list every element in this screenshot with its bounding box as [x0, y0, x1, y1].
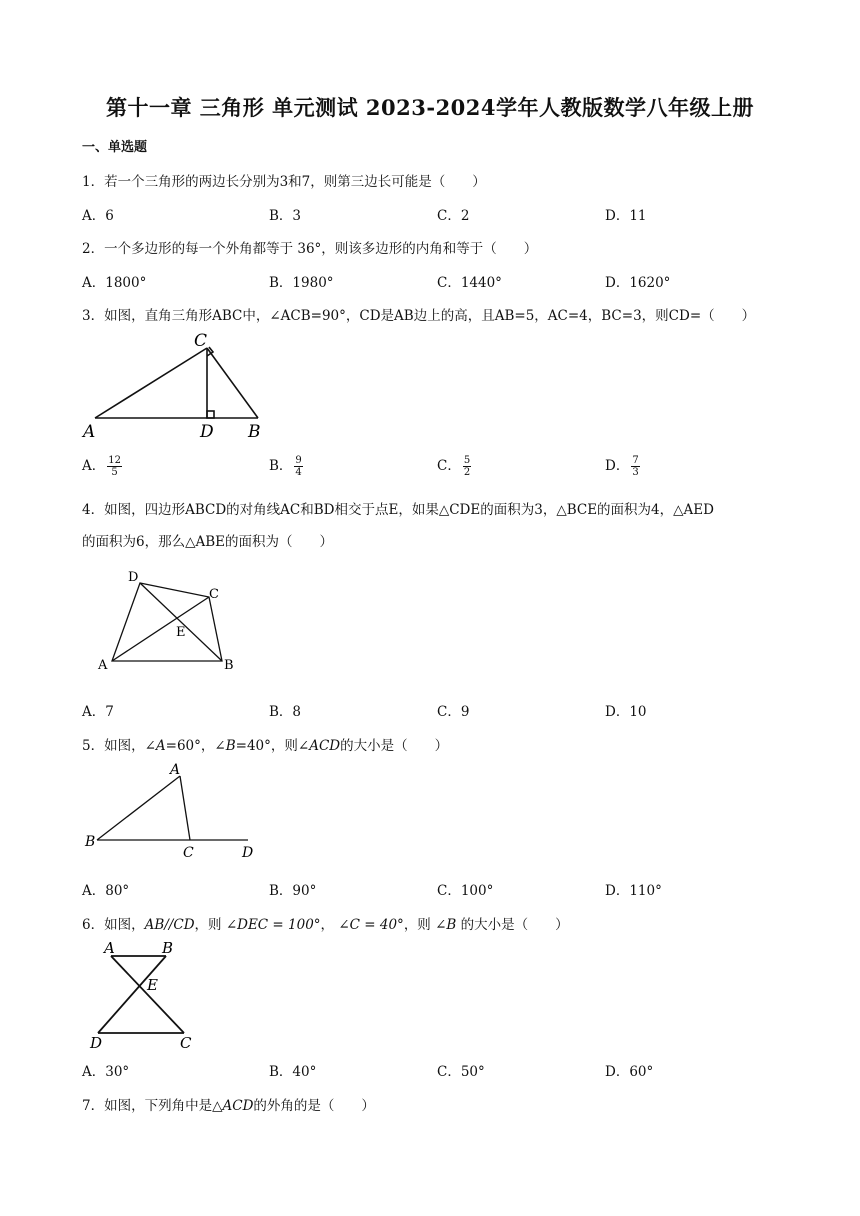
q4-label-a: A — [98, 658, 108, 673]
question-5-stem: 5．如图，∠A=60°，∠B=40°，则∠ACD的大小是（ ） — [82, 738, 449, 754]
q6-parallel-lines-figure — [84, 938, 204, 1053]
page-title: 第十一章 三角形 单元测试 2023-2024学年人教版数学八年级上册 — [105, 95, 755, 120]
question-3-stem: 3．如图，直角三角形ABC中，∠ACB=90°，CD是AB边上的高，且AB=5，AC=4，BC=3，则CD=（ ） — [82, 308, 756, 324]
q3-option-d: D． $\frac{7}{3}$ — [605, 455, 639, 478]
question-2-stem: 2．一个多边形的每一个外角都等于 36°，则该多边形的内角和等于（ ） — [82, 241, 538, 257]
section-heading: 一、单选题 — [82, 140, 148, 155]
q5-label-d: D — [242, 845, 254, 860]
q4-option-a: A．7 — [82, 704, 114, 720]
q4-quadrilateral-figure — [92, 568, 242, 676]
q4-label-b: B — [224, 658, 234, 673]
q6-option-a: A．30° — [82, 1064, 130, 1080]
q3-option-c: C． $\frac{5}{2}$ — [437, 455, 471, 478]
q4-label-d: D — [128, 570, 139, 585]
q6-label-a: A — [104, 939, 115, 957]
q6-option-c: C．50° — [437, 1064, 485, 1080]
question-6-stem: 6．如图，AB//CD，则 ∠DEC = 100°， ∠C = 40°，则 ∠B 的大小是（ ） — [82, 917, 569, 933]
q5-option-b: B．90° — [269, 883, 317, 899]
q6-option-b: B．40° — [269, 1064, 317, 1080]
q3-label-b: B — [248, 422, 261, 442]
q4-label-e: E — [176, 625, 186, 640]
q4-option-c: C．9 — [437, 704, 470, 720]
q5-option-d: D．110° — [605, 883, 662, 899]
q3-option-a: A． $\frac{12}{5}$ — [82, 455, 121, 478]
q1-option-a: A．6 — [82, 208, 114, 224]
q1-option-c: C．2 — [437, 208, 470, 224]
q3-label-c: C — [194, 331, 208, 351]
q5-option-c: C．100° — [437, 883, 494, 899]
q5-label-b: B — [85, 834, 96, 850]
q3-triangle-figure — [80, 330, 280, 442]
q6-option-d: D．60° — [605, 1064, 654, 1080]
q1-option-b: B．3 — [269, 208, 302, 224]
question-4-stem-line1: 4．如图，四边形ABCD的对角线AC和BD相交于点E，如果△CDE的面积为3，△BCE的面积为4，△AED — [82, 502, 714, 518]
q5-label-c: C — [183, 845, 194, 860]
q5-triangle-figure — [82, 760, 267, 860]
question-4-stem-line2: 的面积为6，那么△ABE的面积为（ ） — [82, 534, 333, 550]
q6-label-c: C — [180, 1034, 192, 1052]
q2-option-d: D．1620° — [605, 275, 671, 291]
question-1-stem: 1．若一个三角形的两边长分别为3和7，则第三边长可能是（ ） — [82, 174, 486, 190]
q2-option-a: A．1800° — [82, 275, 147, 291]
q5-label-a: A — [170, 762, 181, 778]
q6-label-e: E — [147, 976, 158, 994]
q2-option-c: C．1440° — [437, 275, 502, 291]
q6-label-d: D — [90, 1034, 103, 1052]
q6-label-b: B — [162, 939, 174, 957]
q5-option-a: A．80° — [82, 883, 130, 899]
q3-option-b: B． $\frac{9}{4}$ — [269, 455, 302, 478]
question-7-stem: 7．如图，下列角中是△ACD的外角的是（ ） — [82, 1098, 375, 1114]
q4-label-c: C — [209, 587, 219, 602]
q3-label-d: D — [200, 422, 214, 442]
q1-option-d: D．11 — [605, 208, 647, 224]
q4-option-b: B．8 — [269, 704, 302, 720]
q3-label-a: A — [83, 422, 96, 442]
q2-option-b: B．1980° — [269, 275, 334, 291]
q4-option-d: D．10 — [605, 704, 647, 720]
